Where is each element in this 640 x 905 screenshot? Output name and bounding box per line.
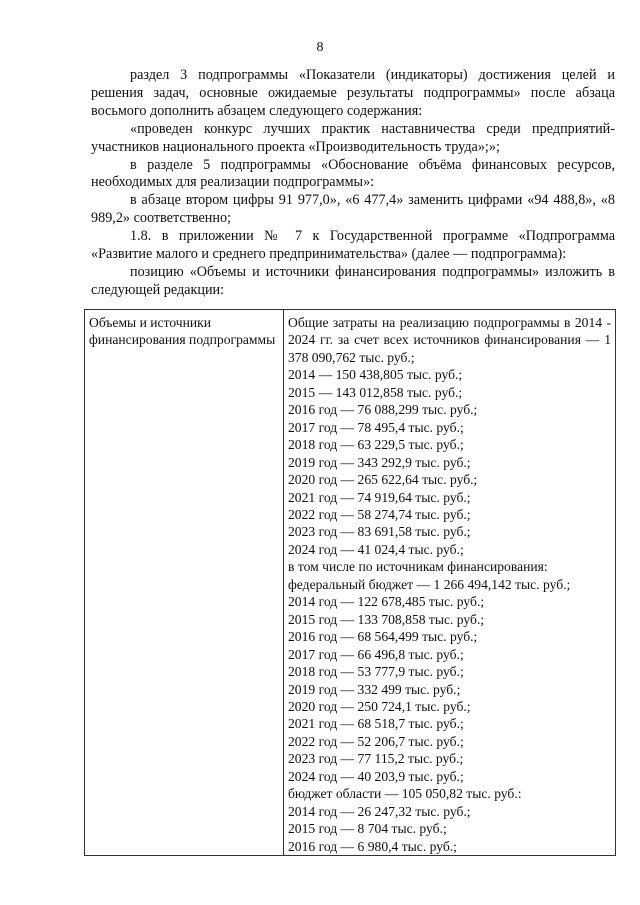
page-number: 8 <box>316 40 324 55</box>
regional-year-line: 2016 год — 6 980,4 тыс. руб.; <box>288 838 457 854</box>
federal-year-line: 2020 год — 250 724,1 тыс. руб.; <box>288 698 471 714</box>
federal-year-line: 2014 год — 122 678,485 тыс. руб.; <box>288 594 485 610</box>
regional-year-line: 2015 год — 8 704 тыс. руб.; <box>288 821 447 837</box>
total-year-line: 2022 год — 58 274,74 тыс. руб.; <box>288 506 471 522</box>
federal-year-line: 2018 год — 53 777,9 тыс. руб.; <box>288 664 464 680</box>
total-year-line: 2021 год — 74 919,64 тыс. руб.; <box>288 489 471 505</box>
total-funding-text: Общие затраты на реализацию подпрограммы в 2014 - 2024 гг. за счет всех источников финансирования — 1 378 090,762 тыс. руб.; <box>288 315 611 365</box>
amendment-text <box>91 67 615 300</box>
total-year-line: 2020 год — 265 622,64 тыс. руб.; <box>288 472 478 488</box>
row-label-cell: Объемы и источники финансирования подпрограммы <box>85 310 284 856</box>
total-year-line: 2015 — 143 012,858 тыс. руб.; <box>288 384 463 400</box>
paragraph: позицию «Объемы и источники финансирования подпрограммы» изложить в следующей редакции: <box>91 263 615 298</box>
federal-budget-total: федеральный бюджет — 1 266 494,142 тыс. руб.; <box>288 576 571 592</box>
federal-year-line: 2019 год — 332 499 тыс. руб.; <box>288 681 461 697</box>
paragraph: в разделе 5 подпрограммы «Обоснование объёма финансовых ресурсов, необходимых для реализации подпрограммы»: <box>91 156 615 191</box>
row-value-cell <box>284 310 616 856</box>
sources-heading: в том числе по источникам финансирования: <box>288 559 548 575</box>
federal-year-line: 2022 год — 52 206,7 тыс. руб.; <box>288 733 464 749</box>
funding-table <box>84 309 616 856</box>
federal-year-line: 2023 год — 77 115,2 тыс. руб.; <box>288 751 464 767</box>
paragraph: 1.8. в приложении № 7 к Государственной программе «Подпрограмма «Развитие малого и среднего предпринимательства» (далее — подпрограмма): <box>91 228 615 263</box>
total-year-line: 2023 год — 83 691,58 тыс. руб.; <box>288 524 471 540</box>
total-year-line: 2017 год — 78 495,4 тыс. руб.; <box>288 419 464 435</box>
federal-year-line: 2021 год — 68 518,7 тыс. руб.; <box>288 716 464 732</box>
paragraph: в абзаце втором цифры 91 977,0», «6 477,4» заменить цифрами «94 488,8», «8 989,2» соответственно; <box>91 192 615 227</box>
federal-year-line: 2017 год — 66 496,8 тыс. руб.; <box>288 646 464 662</box>
table-row <box>85 310 616 856</box>
total-year-line: 2018 год — 63 229,5 тыс. руб.; <box>288 437 464 453</box>
total-year-line: 2016 год — 76 088,299 тыс. руб.; <box>288 402 478 418</box>
regional-budget-total: бюджет области — 105 050,82 тыс. руб.: <box>288 786 522 802</box>
federal-year-line: 2024 год — 40 203,9 тыс. руб.; <box>288 768 464 784</box>
total-year-line: 2019 год — 343 292,9 тыс. руб.; <box>288 454 471 470</box>
federal-year-line: 2015 год — 133 708,858 тыс. руб.; <box>288 611 485 627</box>
total-year-line: 2014 — 150 438,805 тыс. руб.; <box>288 367 463 383</box>
regional-year-line: 2014 год — 26 247,32 тыс. руб.; <box>288 803 471 819</box>
paragraph: «проведен конкурс лучших практик наставничества среди предприятий-участников национального проекта «Производительность труда»;»; <box>91 120 615 155</box>
federal-year-line: 2016 год — 68 564,499 тыс. руб.; <box>288 629 478 645</box>
paragraph: раздел 3 подпрограммы «Показатели (индикаторы) достижения целей и решения задач, основные ожидаемые результаты подпрограммы» после абзаца восьмого дополнить абзацем следующего содержания: <box>91 67 615 119</box>
total-year-line: 2024 год — 41 024,4 тыс. руб.; <box>288 541 464 557</box>
